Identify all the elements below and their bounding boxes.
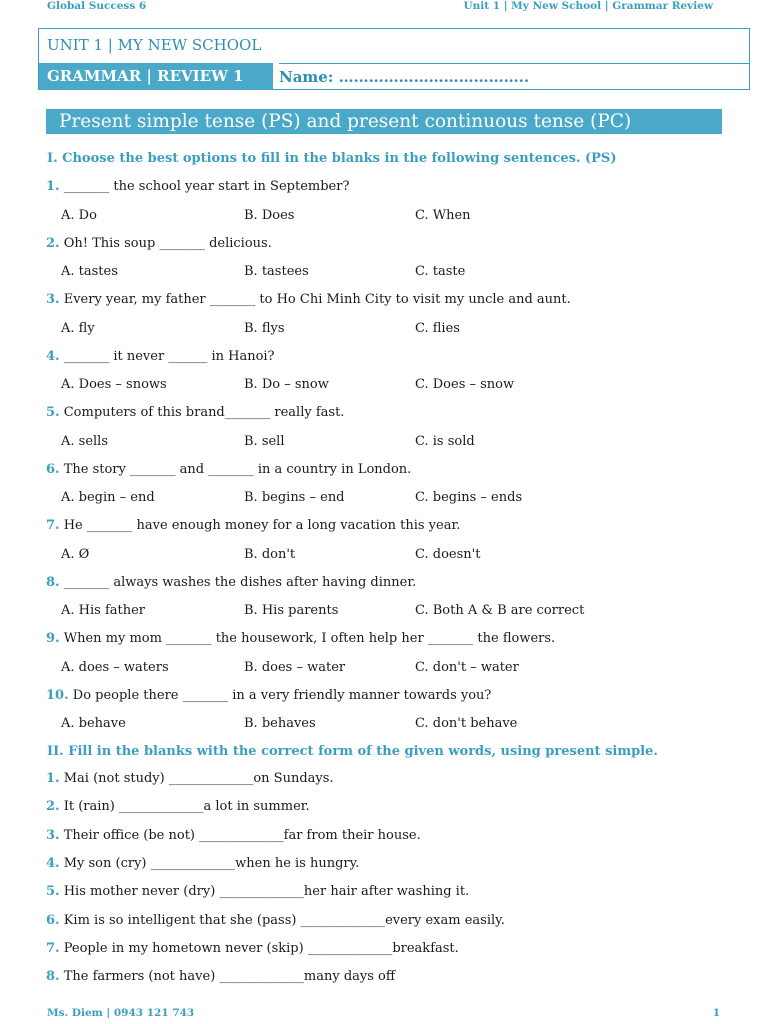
unit-title: UNIT 1 | MY NEW SCHOOL	[47, 36, 262, 54]
question-number: 9.	[46, 631, 60, 646]
question-text: Do people there _______ in a very friendly manner towards you?	[72, 687, 492, 703]
question-9-option-b: B. does – water	[244, 659, 346, 675]
fill-in-item-8	[46, 969, 395, 984]
item-number: 1.	[46, 771, 60, 786]
question-3-option-b: B. flys	[244, 320, 285, 336]
fill-in-item-2	[46, 799, 310, 814]
question-7-option-a: A. Ø	[61, 546, 90, 562]
question-text: _______ the school year start in September?	[63, 179, 350, 194]
question-5-option-a: A. sells	[61, 433, 109, 449]
unit-info-box	[38, 28, 750, 90]
fill-in-item-1	[46, 771, 334, 786]
question-10-option-b: B. behaves	[244, 716, 316, 731]
question-2	[46, 236, 272, 251]
question-number: 5.	[46, 405, 60, 420]
question-8-option-a: A. His father	[61, 603, 146, 618]
question-1-option-a: A. Do	[61, 207, 97, 223]
question-9-option-a: A. does – waters	[61, 659, 169, 675]
header-book-title: Global Success 6	[47, 0, 147, 12]
question-4-option-b: B. Do – snow	[244, 377, 329, 392]
item-number: 8.	[46, 969, 60, 985]
fill-in-item-3	[46, 828, 421, 843]
question-9	[46, 631, 555, 646]
question-10-option-a: A. behave	[61, 716, 126, 731]
question-2-option-c: C. taste	[415, 264, 466, 279]
item-number: 5.	[46, 884, 60, 900]
question-number: 7.	[46, 518, 60, 533]
question-4-option-a: A. Does – snows	[61, 377, 167, 392]
fill-in-item-5	[46, 884, 469, 899]
question-6-option-b: B. begins – end	[244, 490, 345, 505]
question-text: Oh! This soup _______ delicious.	[63, 235, 272, 251]
question-3-option-c: C. flies	[415, 320, 460, 336]
item-number: 2.	[46, 799, 60, 815]
section-2-heading: II. Fill in the blanks with the correct form of the given words, using present simple.	[47, 744, 658, 759]
question-2-option-a: A. tastes	[61, 264, 118, 279]
question-text: Every year, my father _______ to Ho Chi Minh City to visit my uncle and aunt.	[63, 292, 571, 307]
question-10-option-c: C. don't behave	[415, 716, 518, 731]
item-number: 7.	[46, 940, 60, 956]
fill-in-item-4	[46, 856, 359, 871]
question-5-option-b: B. sell	[244, 433, 285, 449]
question-number: 2.	[46, 235, 60, 251]
question-10	[46, 688, 491, 703]
item-text: People in my hometown never (skip) _____________breakfast.	[63, 940, 459, 956]
question-number: 4.	[46, 348, 60, 364]
question-number: 1.	[46, 179, 60, 194]
item-text: Kim is so intelligent that she (pass) _____________every exam easily.	[63, 912, 505, 928]
question-text: He _______ have enough money for a long vacation this year.	[63, 518, 461, 533]
question-8-option-b: B. His parents	[244, 603, 339, 618]
question-3-option-a: A. fly	[61, 320, 95, 336]
question-4	[46, 349, 275, 364]
name-field-label: Name: ………………………………..	[279, 63, 749, 90]
question-8	[46, 575, 416, 590]
question-text: Computers of this brand_______ really fast.	[63, 405, 345, 420]
fill-in-item-7	[46, 941, 459, 956]
item-number: 6.	[46, 912, 60, 928]
item-text: Their office (be not) _____________far from their house.	[63, 827, 421, 843]
fill-in-item-6	[46, 913, 505, 928]
question-1-option-c: C. When	[415, 207, 471, 223]
question-text: _______ always washes the dishes after having dinner.	[63, 574, 417, 590]
question-1-option-b: B. Does	[244, 207, 295, 223]
question-6-option-c: C. begins – ends	[415, 490, 523, 505]
item-text: My son (cry) _____________when he is hungry.	[63, 855, 360, 871]
item-text: His mother never (dry) _____________her hair after washing it.	[63, 884, 470, 900]
question-7-option-b: B. don't	[244, 546, 296, 562]
question-5-option-c: C. is sold	[415, 433, 475, 449]
question-5	[46, 405, 344, 420]
footer-page-number: 1	[712, 1007, 720, 1019]
question-8-option-c: C. Both A & B are correct	[415, 603, 585, 618]
item-number: 3.	[46, 827, 60, 843]
question-6	[46, 462, 411, 477]
question-number: 8.	[46, 574, 60, 590]
section-1-heading: I. Choose the best options to fill in the blanks in the following sentences. (PS)	[47, 151, 617, 166]
item-text: The farmers (not have) _____________many days off	[63, 969, 396, 985]
question-3	[46, 292, 571, 307]
question-number: 10.	[46, 687, 69, 703]
question-9-option-c: C. don't – water	[415, 659, 519, 675]
grammar-review-label: GRAMMAR | REVIEW 1	[39, 63, 273, 90]
header-unit-info: Unit 1 | My New School | Grammar Review	[463, 0, 713, 12]
item-text: It (rain) _____________a lot in summer.	[63, 799, 310, 815]
question-text: When my mom _______ the housework, I often help her _______ the flowers.	[63, 631, 556, 646]
question-2-option-b: B. tastees	[244, 264, 309, 279]
question-7-option-c: C. doesn't	[415, 546, 481, 562]
item-number: 4.	[46, 855, 60, 871]
question-number: 6.	[46, 461, 60, 477]
footer-teacher-contact: Ms. Diem | 0943 121 743	[47, 1007, 195, 1019]
question-1	[46, 179, 349, 194]
item-text: Mai (not study) _____________on Sundays.	[63, 771, 334, 786]
question-6-option-a: A. begin – end	[61, 490, 155, 505]
question-7	[46, 518, 460, 533]
question-number: 3.	[46, 292, 60, 307]
question-text: _______ it never ______ in Hanoi?	[63, 348, 275, 364]
page-title: Present simple tense (PS) and present continuous tense (PC)	[46, 109, 722, 134]
question-text: The story _______ and _______ in a country in London.	[63, 461, 412, 477]
question-4-option-c: C. Does – snow	[415, 377, 515, 392]
